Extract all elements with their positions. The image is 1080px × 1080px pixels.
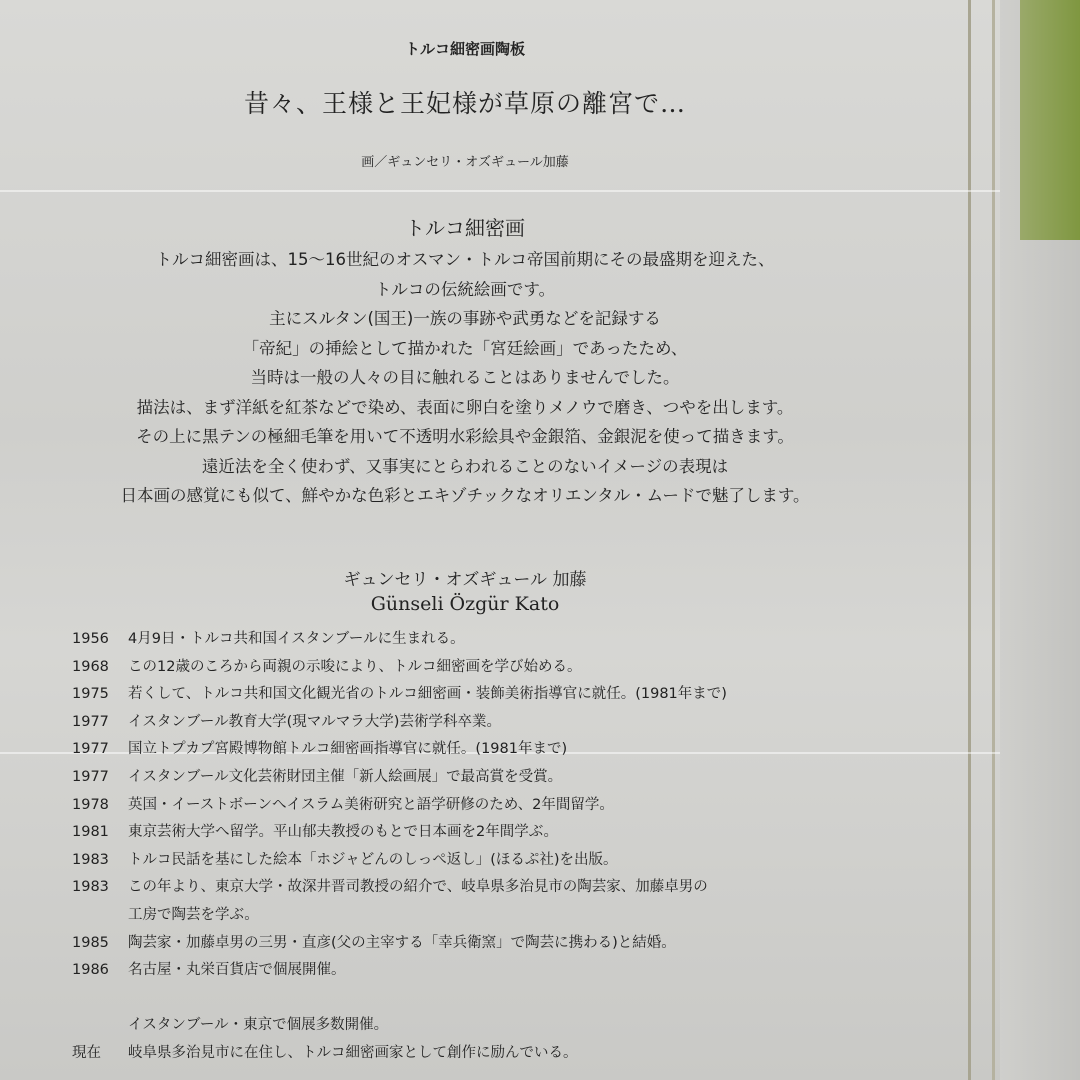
timeline-year: 1977 [72, 713, 109, 730]
timeline-year: 1985 [72, 934, 109, 951]
paragraph-line: その上に黒テンの極細毛筆を用いて不透明水彩絵具や金銀箔、金銀泥を使って描きます。 [136, 427, 794, 446]
timeline-year: 1983 [72, 879, 109, 896]
paragraph-line: 描法は、まず洋紙を紅茶などで染め、表面に卵白を塗りメノウで磨き、つやを出します。 [136, 397, 794, 417]
description-paragraph [0, 245, 930, 511]
document-title: トルコ細密画陶板 [404, 40, 525, 58]
document-subtitle: 昔々、王様と王妃様が草原の離宮で… [243, 89, 686, 118]
timeline-year: 1986 [72, 962, 109, 979]
paper-crease [0, 190, 1000, 192]
border-line [992, 0, 995, 1080]
timeline-text: 東京芸術大学へ留学。平山郁夫教授のもとで日本画を2年間学ぶ。 [128, 824, 559, 841]
paragraph-line: 主にスルタン(国王)一族の事跡や武勇などを記録する [269, 309, 661, 328]
timeline-year: 1981 [72, 824, 109, 841]
timeline-year [72, 902, 128, 930]
timeline-text: 工房で陶芸を学ぶ。 [128, 906, 259, 923]
timeline-text: イスタンブール文化芸術財団主催「新人絵画展」で最高賞を受賞。 [128, 768, 563, 785]
timeline-text: 若くして、トルコ共和国文化観光省のトルコ細密画・装飾美術指導官に就任。(1981年まで) [128, 686, 727, 703]
timeline-entry [72, 681, 727, 709]
timeline-entry [72, 957, 727, 985]
timeline-year: 1968 [72, 658, 109, 675]
artist-credit: 画／ギュンセリ・オズギュール加藤 [361, 155, 569, 170]
paragraph-line: トルコの伝統絵画です。 [374, 279, 556, 299]
paragraph-line: 遠近法を全く使わず、又事実にとらわれることのないイメージの表現は [201, 456, 729, 476]
biography-timeline [72, 626, 727, 1068]
border-line [968, 0, 971, 1080]
timeline-entry [72, 1012, 727, 1040]
timeline-year [72, 985, 128, 1013]
timeline-year: 現在 [72, 1044, 101, 1061]
timeline-text: トルコ民話を基にした絵本「ホジャどんのしっぺ返し」(ほるぷ社)を出版。 [128, 851, 618, 868]
artist-name-roman: Günseli Özgür Kato [370, 593, 560, 615]
timeline-entry [72, 902, 727, 930]
paragraph-line: 「帝紀」の挿絵として描かれた「宮廷絵画」であったため、 [242, 338, 688, 358]
background-surface [1020, 0, 1080, 240]
timeline-entry [72, 985, 727, 1013]
timeline-entry [72, 847, 727, 875]
timeline-entry [72, 930, 727, 958]
timeline-text: イスタンブール・東京で個展多数開催。 [128, 1017, 389, 1034]
timeline-text: 4月9日・トルコ共和国イスタンブールに生まれる。 [128, 631, 465, 647]
timeline-year: 1977 [72, 741, 109, 758]
timeline-year: 1983 [72, 851, 109, 868]
timeline-entry [72, 654, 727, 682]
timeline-text: この12歳のころから両親の示唆により、トルコ細密画を学び始める。 [128, 658, 582, 675]
section-heading: トルコ細密画 [405, 216, 525, 240]
timeline-year [72, 1012, 128, 1040]
timeline-text: 陶芸家・加藤卓男の三男・直彦(父の主宰する「幸兵衛窯」で陶芸に携わる)と結婚。 [128, 934, 676, 951]
timeline-entry [72, 792, 727, 820]
paragraph-line: 当時は一般の人々の目に触れることはありませんでした。 [250, 368, 680, 387]
timeline-year: 1977 [72, 768, 109, 785]
timeline-entry [72, 736, 727, 764]
timeline-text: イスタンブール教育大学(現マルマラ大学)芸術学科卒業。 [128, 713, 501, 730]
timeline-text: 名古屋・丸栄百貨店で個展開催。 [128, 962, 346, 979]
timeline-text: 英国・イーストボーンへイスラム美術研究と語学研修のため、2年間留学。 [128, 796, 614, 813]
timeline-entry [72, 874, 727, 902]
timeline-year: 1975 [72, 686, 109, 703]
timeline-text: この年より、東京大学・故深井晋司教授の紹介で、岐阜県多治見市の陶芸家、加藤卓男の [128, 879, 708, 896]
timeline-entry [72, 1040, 727, 1068]
artist-name-japanese: ギュンセリ・オズギュール 加藤 [343, 570, 587, 590]
timeline-year: 1978 [72, 796, 109, 813]
timeline-text: 岐阜県多治見市に在住し、トルコ細密画家として創作に励んでいる。 [128, 1044, 578, 1061]
timeline-entry [72, 764, 727, 792]
timeline-entry [72, 626, 727, 654]
timeline-year: 1956 [72, 631, 109, 647]
paragraph-line: 日本画の感覚にも似て、鮮やかな色彩とエキゾチックなオリエンタル・ムードで魅了します。 [120, 486, 810, 505]
timeline-entry [72, 819, 727, 847]
timeline-entry [72, 709, 727, 737]
paragraph-line: トルコ細密画は、15～16世紀のオスマン・トルコ帝国前期にその最盛期を迎えた、 [155, 250, 775, 269]
timeline-text: 国立トプカプ宮殿博物館トルコ細密画指導官に就任。(1981年まで) [128, 741, 568, 758]
